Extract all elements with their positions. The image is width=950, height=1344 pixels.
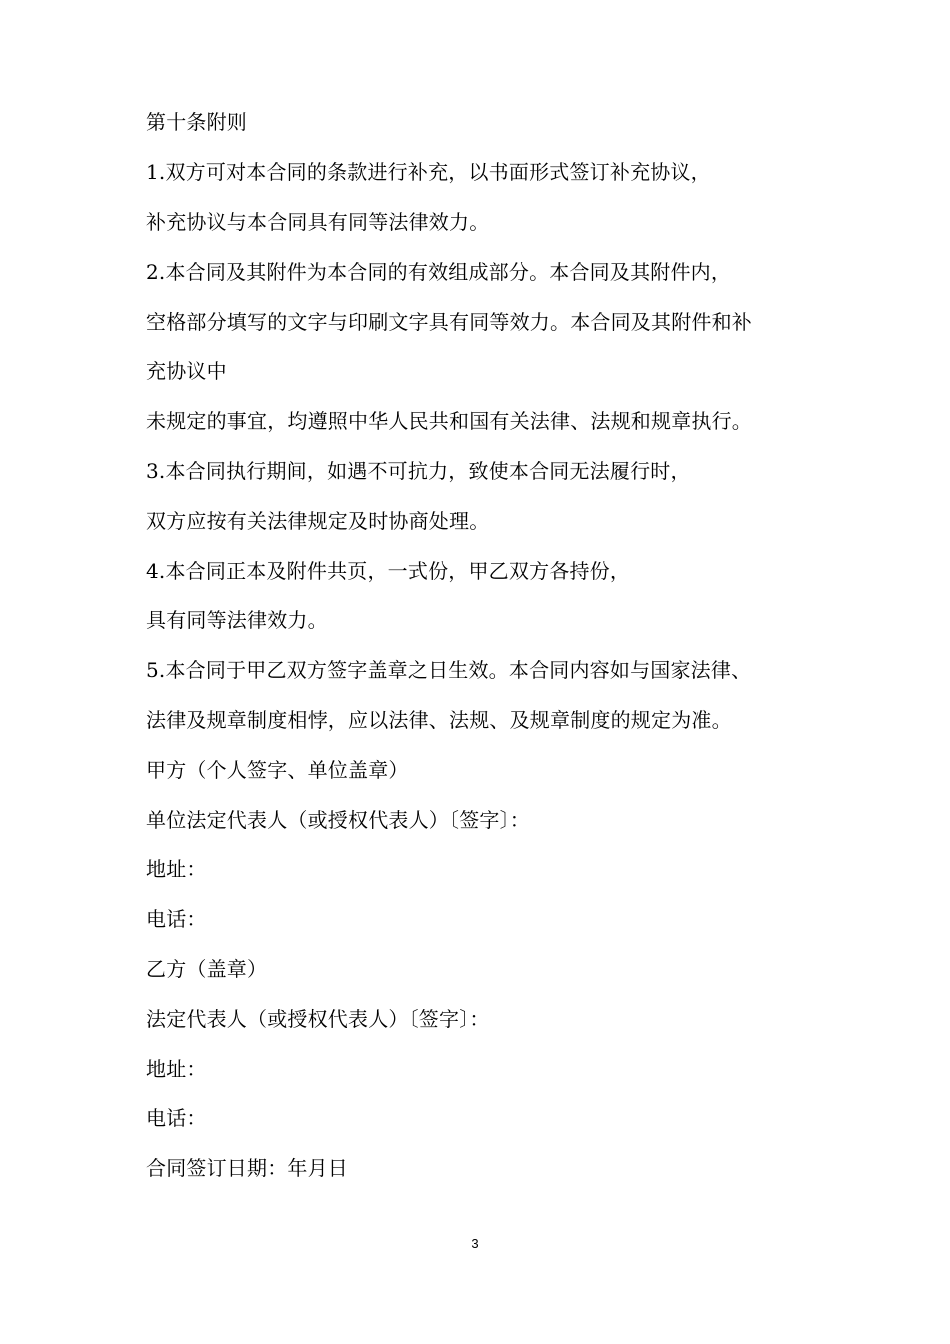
clause-4-line-1: 4.本合同正本及附件共页，一式份，甲乙双方各持份， xyxy=(146,559,631,583)
clause-2-line-1: 2.本合同及其附件为本合同的有效组成部分。本合同及其附件内， xyxy=(146,260,732,284)
party-b-address: 地址： xyxy=(146,1057,207,1081)
article-heading: 第十条附则 xyxy=(146,110,247,134)
party-b-heading: 乙方（盖章） xyxy=(146,957,268,981)
party-b-phone: 电话： xyxy=(146,1106,207,1130)
clause-2-line-3: 充协议中 xyxy=(146,359,227,383)
party-a-representative: 单位法定代表人（或授权代表人）〔签字〕： xyxy=(146,808,530,832)
clause-1-line-1: 1.双方可对本合同的条款进行补充，以书面形式签订补充协议， xyxy=(146,160,711,184)
party-a-heading: 甲方（个人签字、单位盖章） xyxy=(146,758,409,782)
clause-3-line-2: 双方应按有关法律规定及时协商处理。 xyxy=(146,509,490,533)
party-a-phone: 电话： xyxy=(146,907,207,931)
signing-date: 合同签订日期：年月日 xyxy=(146,1156,348,1180)
clause-2-line-2: 空格部分填写的文字与印刷文字具有同等效力。本合同及其附件和补 xyxy=(146,310,752,334)
clause-5-line-1: 5.本合同于甲乙双方签字盖章之日生效。本合同内容如与国家法律、 xyxy=(146,658,752,682)
clause-2-line-4: 未规定的事宜，均遵照中华人民共和国有关法律、法规和规章执行。 xyxy=(146,409,752,433)
party-a-address: 地址： xyxy=(146,857,207,881)
page-number: 3 xyxy=(471,1236,479,1251)
party-b-representative: 法定代表人（或授权代表人）〔签字〕： xyxy=(146,1007,490,1031)
clause-5-line-2: 法律及规章制度相悖，应以法律、法规、及规章制度的规定为准。 xyxy=(146,708,732,732)
clause-4-line-2: 具有同等法律效力。 xyxy=(146,608,328,632)
clause-3-line-1: 3.本合同执行期间，如遇不可抗力，致使本合同无法履行时， xyxy=(146,459,691,483)
clause-1-line-2: 补充协议与本合同具有同等法律效力。 xyxy=(146,210,490,234)
